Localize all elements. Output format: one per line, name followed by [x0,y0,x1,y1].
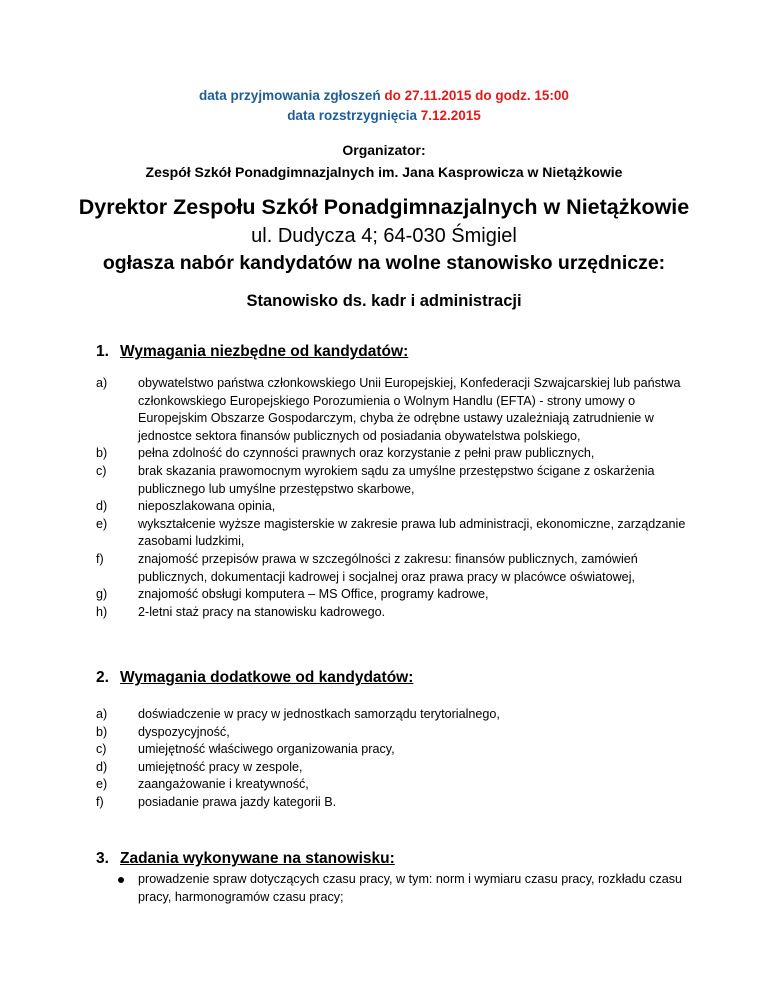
school-address: ul. Dudycza 4; 64-030 Śmigiel [251,225,517,247]
list-marker: a) [96,707,108,721]
submission-value: do 27.11.2015 do godz. 15:00 [384,88,569,103]
position-title: Stanowisko ds. kadr i administracji [246,292,522,310]
deadlines-block [0,86,768,126]
list-marker: f) [96,794,104,809]
list-marker: c) [96,742,107,757]
list-item [96,516,686,551]
list-item-text: wykształcenie wyższe magisterskie w zakresie prawa lub administracji, ekonomiczne, zarządzanie zasobami ludzkimi, [138,516,686,549]
list-item [96,586,686,604]
organizer-label: Organizator: [342,142,426,158]
section-2-list [96,706,686,812]
list-item [96,445,686,463]
list-marker: g) [96,587,108,602]
list-item [96,498,686,516]
list-item-text: umiejętność właściwego organizowania pracy, [138,742,395,757]
list-item-text: posiadanie prawa jazdy kategorii B. [138,794,337,809]
submission-label: data przyjmowania zgłoszeń [199,88,381,103]
list-item [96,375,686,445]
section-1-list [96,375,686,621]
list-item-text: prowadzenie spraw dotyczących czasu pracy, w tym: norm i wymiaru czasu pracy, rozkładu czasu pracy, harmonogramów czasu pracy; [138,872,683,904]
section-title: Wymagania niezbędne od kandydatów: [120,343,409,360]
list-item-text: pełna zdolność do czynności prawnych oraz korzystanie z pełni praw publicznych, [138,446,595,461]
list-item-text: obywatelstwo państwa członkowskiego Unii Europejskiej, Konfederacji Szwajcarskiej lub państwa członkowskiego Europejskiego Porozumienia o Wolnym Handlu (EFTA) - strony umowy o Europejskim Obszarze Gospodarczym, chyba że odrębne ustawy uzależniają zatrudnienie w jednostce sektora finansów publicznych od posiadania obywatelstwa polskiego, [138,376,681,443]
list-item [96,706,686,724]
list-marker: d) [96,759,108,774]
list-item [96,604,686,622]
section-3-heading [96,848,395,870]
list-item-text: znajomość obsługi komputera – MS Office, programy kadrowe, [138,587,489,602]
list-marker: h) [96,604,108,619]
bullet-icon [118,877,124,883]
list-item-text: brak skazania prawomocnym wyrokiem sądu za umyślne przestępstwo ścigane z oskarżenia publicznego lub umyślne przestępstwo skarbowe, [138,463,655,496]
list-marker: d) [96,499,108,514]
list-item [118,871,688,906]
list-item [96,776,686,794]
section-3-list [118,871,688,906]
section-title: Wymagania dodatkowe od kandydatów: [120,669,414,686]
list-marker: c) [96,463,107,478]
list-item-text: zaangażowanie i kreatywność, [138,777,309,792]
list-marker: e) [96,516,108,531]
section-number: 2. [96,669,109,686]
decision-value: 7.12.2015 [420,108,481,123]
list-item-text: dyspozycyjność, [138,724,230,739]
list-item-text: doświadczenie w pracy w jednostkach samorządu terytorialnego, [138,707,500,721]
list-item [96,724,686,742]
section-number: 3. [96,850,109,867]
document-title: Dyrektor Zespołu Szkół Ponadgimnazjalnych w Nietążkowie [78,195,690,219]
section-2-heading [96,667,413,689]
list-item-text: nieposzlakowana opinia, [138,499,276,514]
organizer-name: Zespół Szkół Ponadgimnazjalnych im. Jana Kasprowicza w Nietążkowie [145,164,623,180]
section-1-heading [96,341,408,363]
list-item-text: umiejętność pracy w zespole, [138,759,303,774]
list-marker: b) [96,724,108,739]
list-marker: f) [96,551,104,566]
list-item [96,794,686,812]
announcement-heading: ogłasza nabór kandydatów na wolne stanowisko urzędnicze: [102,252,666,274]
organizer-block [0,139,768,183]
decision-label: data rozstrzygnięcia [287,108,417,123]
list-item [96,551,686,586]
list-marker: e) [96,777,108,792]
list-item-text: znajomość przepisów prawa w szczególności z zakresu: finansów publicznych, zamówień publicznych, dokumentacji kadrowej i socjalnej oraz prawa pracy w placówce oświatowej, [138,551,638,584]
list-item-text: 2-letni staż pracy na stanowisku kadrowego. [138,604,386,619]
list-item [96,759,686,777]
section-title: Zadania wykonywane na stanowisku: [120,850,395,867]
submission-deadline [0,86,768,106]
list-marker: b) [96,446,108,461]
section-number: 1. [96,343,109,360]
list-marker: a) [96,376,108,390]
list-item [96,741,686,759]
decision-date [0,106,768,126]
list-item [96,463,686,498]
